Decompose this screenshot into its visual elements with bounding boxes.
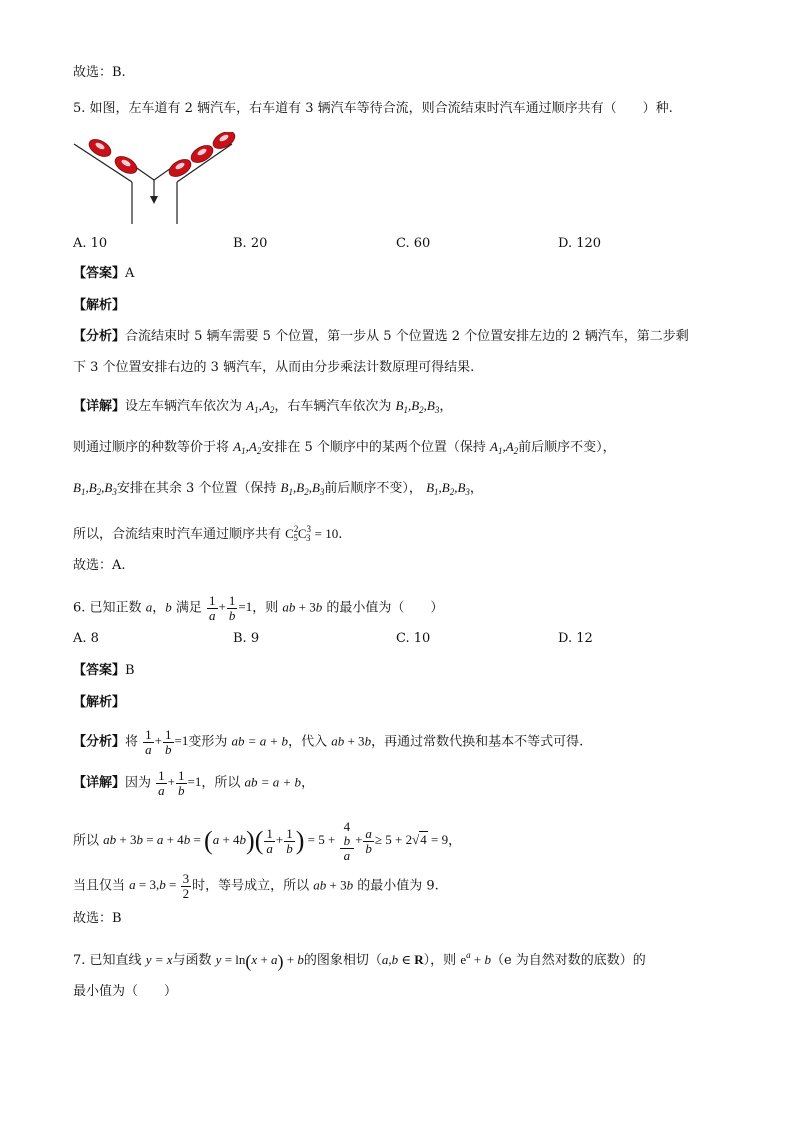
fenxi-text: 合流结束时 5 辆车需要 5 个位置，第一步从 5 个位置选 2 个位置安排左边的 2 辆汽车，第二步剩 bbox=[125, 329, 689, 344]
answer-label: 【答案】 bbox=[73, 663, 126, 678]
q4-conclusion: 故选：B. bbox=[73, 65, 126, 80]
text: 所以，合流结束时汽车通过顺序共有 bbox=[73, 527, 282, 542]
math-reciprocal-sum: $\frac{1}{a}$ + $\frac{1}{b}$ =1 bbox=[158, 768, 202, 798]
math-ab: a bbox=[145, 599, 153, 615]
q5-xiangjie-line2 bbox=[73, 438, 616, 460]
math-b: b bbox=[165, 599, 172, 615]
text: 设左车辆汽车依次为 bbox=[125, 399, 243, 414]
text: 前后顺序不变）， bbox=[518, 440, 616, 455]
q6-option-a: A. 8 bbox=[73, 631, 99, 646]
q6-xiangjie-line2: 所以 ab + 3b = a + 4b = (a + 4b)( $\frac{1}{a}$ + $\frac{1}{b}$ ) = 5 + 4 b a + $\frac{a}{b}$ ≥ 5 + 2√4 = 9， bbox=[73, 819, 462, 863]
q5-conclusion: 故选：A. bbox=[73, 558, 126, 573]
text: 当且仅当 bbox=[73, 878, 126, 894]
text: 前后顺序不变）， bbox=[324, 481, 422, 496]
q5-xiangjie-line1: 【详解】设左车辆汽车依次为 $A_1,A_2$，右车辆汽车依次为 $B_1,B_2,B_3$， bbox=[73, 398, 453, 415]
q7-number: 7. bbox=[73, 953, 86, 968]
q5-number: 5. bbox=[73, 101, 86, 116]
q5-fenxi-line1 bbox=[73, 328, 689, 346]
q6-answer bbox=[73, 662, 135, 680]
answer-label: 【答案】 bbox=[73, 266, 126, 281]
q6-fenxi: 【分析】将 $\frac{1}{a}$ + $\frac{1}{b}$ =1变形为 ab = a + b，代入 ab + 3b，再通过常数代换和基本不等式可得. bbox=[73, 727, 584, 757]
fenxi-label: 【分析】 bbox=[73, 329, 126, 344]
text: 的图象相切（ bbox=[303, 953, 382, 968]
q6-option-b: B. 9 bbox=[233, 631, 260, 646]
text: 满足 bbox=[175, 600, 202, 616]
math-b1b2b3: $B_1,B_2,B_3$ bbox=[395, 398, 440, 415]
q7-stem-line2: 最小值为（ ） bbox=[73, 984, 178, 999]
text: （e 为自然对数的底数）的 bbox=[490, 953, 646, 968]
q5-fenxi-line2: 下 3 个位置安排右边的 3 辆汽车，从而由分步乘法计数原理可得结果. bbox=[73, 360, 475, 375]
text: ），则 bbox=[423, 953, 457, 968]
q6-option-c: C. 10 bbox=[396, 631, 431, 646]
xiangjie-label: 【详解】 bbox=[73, 399, 126, 414]
q6-conclusion: 故选：B bbox=[73, 911, 122, 926]
merge-lane-figure bbox=[72, 132, 242, 227]
text: ，再通过常数代换和基本不等式可得. bbox=[371, 734, 584, 750]
answer-value: A bbox=[125, 266, 135, 281]
math-inequality-chain: ab + 3b = a + 4b = (a + 4b)( $\frac{1}{a}$ + $\frac{1}{b}$ ) = 5 + 4 b a + $\frac{a}{b}$ ≥ 5 + 2√4 = 9 bbox=[103, 819, 449, 863]
math-ab-eq: ab = a + b bbox=[244, 774, 302, 790]
math-reciprocal-sum: $\frac{1}{a}$ + $\frac{1}{b}$ =1 bbox=[145, 727, 189, 757]
math-line-eq: y = x bbox=[145, 952, 173, 967]
text: 已知直线 bbox=[89, 953, 142, 968]
math-b1b2b3: $B_1,B_2,B_3$ bbox=[426, 480, 470, 497]
q5-analysis-header: 【解析】 bbox=[73, 298, 126, 313]
text: ，则 bbox=[252, 600, 279, 616]
math-domain: a,b ∈ R bbox=[381, 952, 424, 967]
q5-answer bbox=[73, 265, 134, 283]
q5-stem bbox=[73, 100, 673, 118]
q5-xiangjie-line3: $B_1,B_2,B_3$安排在其余 3 个位置（保持 $B_1,B_2,B_3$前后顺序不变）， $B_1,B_2,B_3$， bbox=[73, 480, 483, 497]
q5-option-b: B. 20 bbox=[233, 236, 268, 251]
math-a1a2: $A_1,A_2$ bbox=[233, 439, 262, 456]
xiangjie-label: 【详解】 bbox=[73, 775, 126, 791]
text: 将 bbox=[125, 734, 139, 750]
q5-option-d: D. 120 bbox=[558, 236, 602, 251]
text: 因为 bbox=[125, 775, 152, 791]
q6-option-d: D. 12 bbox=[558, 631, 593, 646]
text: ，代入 bbox=[288, 734, 328, 750]
text: 的最小值为 9. bbox=[357, 878, 439, 894]
text: 时，等号成立，所以 bbox=[192, 878, 310, 894]
text: 与函数 bbox=[172, 953, 212, 968]
math-equality-condition: a = 3,b = $\frac{3}{2}$ bbox=[129, 871, 190, 901]
q6-xiangjie-line1: 【详解】因为 $\frac{1}{a}$ + $\frac{1}{b}$ =1，所以 ab = a + b， bbox=[73, 768, 315, 798]
math-ab3b: ab bbox=[313, 877, 327, 893]
text: 已知正数 bbox=[89, 600, 142, 616]
text: 所以 bbox=[73, 833, 100, 849]
math-a1a2: $A_1,A_2$ bbox=[246, 398, 275, 415]
q7-stem-line1 bbox=[73, 946, 646, 970]
q5-option-c: C. 60 bbox=[396, 236, 431, 251]
text: ，所以 bbox=[201, 775, 241, 791]
text: 则通过顺序的种数等价于将 bbox=[73, 440, 230, 455]
math-ab3b: ab bbox=[282, 599, 296, 615]
text: 安排在其余 3 个位置（保持 bbox=[116, 481, 277, 496]
q5-option-a: A. 10 bbox=[73, 236, 108, 251]
q6-xiangjie-line3: 当且仅当 a = 3,b = $\frac{3}{2}$ 时，等号成立，所以 ab + 3b 的最小值为 9. bbox=[73, 871, 439, 901]
math-expression: $e^a + b$ bbox=[460, 950, 491, 967]
math-b1b2b3: $B_1,B_2,B_3$ bbox=[280, 480, 325, 497]
q6-analysis-header: 【解析】 bbox=[73, 695, 126, 710]
math-a1a2: $A_1,A_2$ bbox=[490, 439, 519, 456]
math-result: = 10 bbox=[314, 526, 339, 541]
text: 变形为 bbox=[188, 734, 228, 750]
fenxi-label: 【分析】 bbox=[73, 734, 126, 750]
text: 的最小值为（ ） bbox=[326, 600, 444, 616]
answer-value: B bbox=[125, 663, 135, 678]
q6-stem: 6. 已知正数 a，b 满足 $\frac{1}{a}$ + $\frac{1}{b}$ =1，则 ab + 3b 的最小值为（ ） bbox=[73, 593, 444, 623]
text: 安排在 5 个顺序中的某两个位置（保持 bbox=[261, 440, 486, 455]
text: ，右车辆汽车依次为 bbox=[274, 399, 392, 414]
q5-xiangjie-line4: 所以，合流结束时汽车通过顺序共有 $C^2_5C^3_3 = 10$. bbox=[73, 524, 343, 543]
math-combination: $C^2_5C^3_3$ bbox=[285, 524, 311, 543]
q6-number: 6. bbox=[73, 600, 86, 616]
q5-stem-text: 如图，左车道有 2 辆汽车，右车道有 3 辆汽车等待合流，则合流结束时汽车通过顺序共有（ ）种. bbox=[89, 101, 673, 116]
math-reciprocal-sum: $\frac{1}{a}$ + $\frac{1}{b}$ =1 bbox=[209, 593, 253, 623]
math-ab3b: ab bbox=[331, 733, 345, 749]
math-function: y = ln(x + a) + b bbox=[215, 951, 304, 972]
math-ab-eq: ab = a + b bbox=[231, 733, 289, 749]
math-b1b2b3: $B_1,B_2,B_3$ bbox=[73, 480, 117, 497]
